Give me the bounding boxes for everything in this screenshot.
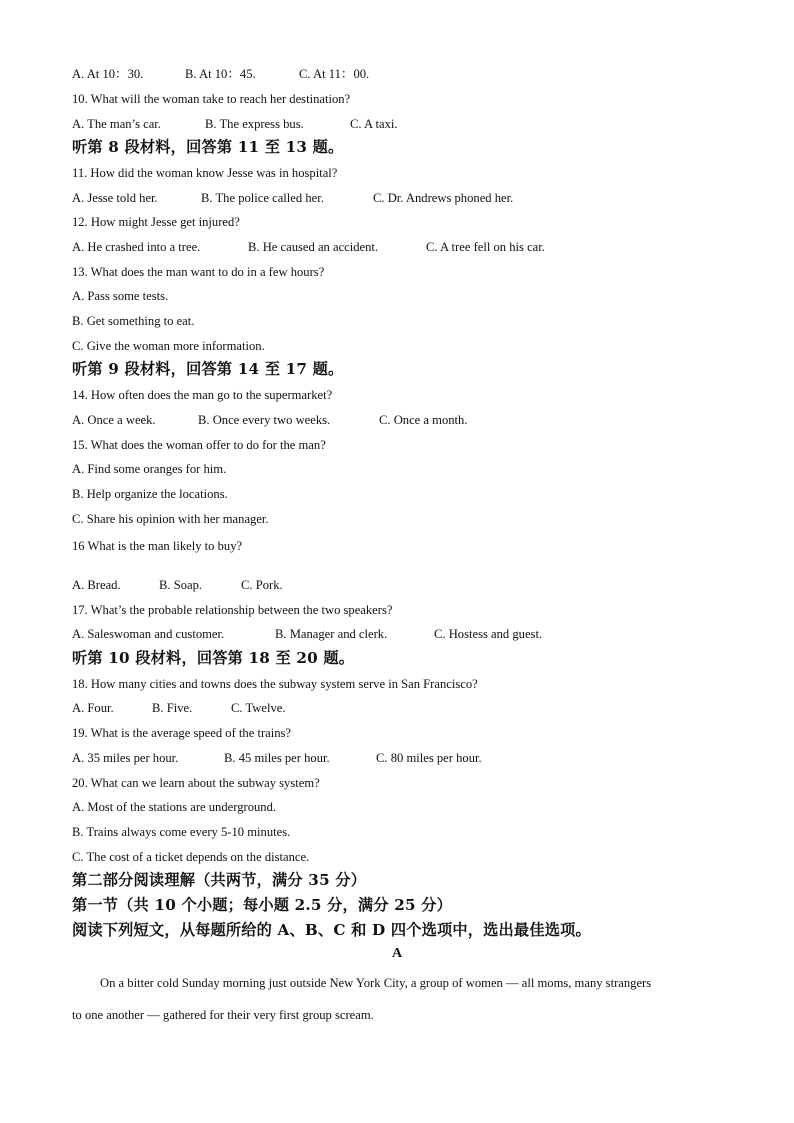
option-c: C. 80 miles per hour. [376,751,482,765]
option-a: A. Once a week. [72,413,156,427]
option-b: B. Five. [152,701,193,715]
passage-label: A [391,946,403,961]
option-b: B. 45 miles per hour. [224,751,330,765]
q20-option-b: B. Trains always come every 5-10 minutes. [72,825,291,839]
section-9-header: 听第 9 段材料，回答第 14 至 17 题。 [72,360,344,378]
question-17: 17. What’s the probable relationship between the two speakers? [72,603,393,617]
section-10-header: 听第 10 段材料，回答第 18 至 20 题。 [72,649,355,667]
q13-option-a: A. Pass some tests. [72,289,169,303]
option-c: C. A taxi. [350,117,398,131]
q13-option-b: B. Get something to eat. [72,314,195,328]
question-19: 19. What is the average speed of the trains? [72,726,292,740]
part-2-header: 第二部分阅读理解（共两节，满分 35 分） [72,871,367,889]
option-a: A. Four. [72,701,114,715]
option-c: C. Dr. Andrews phoned her. [373,191,514,205]
section-8-header: 听第 8 段材料，回答第 11 至 13 题。 [72,138,344,156]
section-1-header: 第一节（共 10 个小题；每小题 2.5 分，满分 25 分） [72,896,452,914]
passage-line-2: to one another — gathered for their very first group scream. [72,1008,374,1022]
q19-options [72,750,482,766]
option-b: B. Manager and clerk. [275,627,388,641]
question-10: 10. What will the woman take to reach her destination? [72,92,351,106]
q11-options [72,190,513,206]
option-a: A. 35 miles per hour. [72,751,179,765]
q17-options [72,626,542,642]
option-c: C. A tree fell on his car. [426,240,545,254]
q13-option-c: C. Give the woman more information. [72,339,265,353]
option-b: B. He caused an accident. [248,240,379,254]
option-c: C. Hostess and guest. [434,627,543,641]
option-c: C. Pork. [241,578,283,592]
option-c: C. At 11：00. [299,67,370,81]
question-16: 16 What is the man likely to buy? [72,539,243,553]
question-14: 14. How often does the man go to the supermarket? [72,388,333,402]
question-12: 12. How might Jesse get injured? [72,215,240,229]
instructions: 阅读下列短文，从每题所给的 A、B、C 和 D 四个选项中，选出最佳选项。 [72,921,591,939]
q15-option-a: A. Find some oranges for him. [72,462,227,476]
q12-options [72,239,545,255]
option-a: A. Jesse told her. [72,191,158,205]
option-a: A. The man’s car. [72,117,161,131]
q14-options [72,412,468,428]
q18-options [72,700,286,716]
option-a: A. He crashed into a tree. [72,240,201,254]
option-b: B. Soap. [159,578,203,592]
option-c: C. Once a month. [379,413,468,427]
q15-option-b: B. Help organize the locations. [72,487,228,501]
q16-options [72,577,283,593]
option-a: A. Bread. [72,578,121,592]
q15-option-c: C. Share his opinion with her manager. [72,512,269,526]
question-11: 11. How did the woman know Jesse was in hospital? [72,166,338,180]
option-c: C. Twelve. [231,701,286,715]
option-b: B. The police called her. [201,191,324,205]
question-20: 20. What can we learn about the subway system? [72,776,320,790]
option-b: B. Once every two weeks. [198,413,331,427]
option-b: B. The express bus. [205,117,304,131]
option-a: A. Saleswoman and customer. [72,627,225,641]
question-18: 18. How many cities and towns does the subway system serve in San Francisco? [72,677,478,691]
q10-options [72,116,398,132]
q20-option-a: A. Most of the stations are underground. [72,800,277,814]
option-b: B. At 10：45. [185,67,256,81]
option-a: A. At 10：30. [72,67,144,81]
question-13: 13. What does the man want to do in a few hours? [72,265,325,279]
question-15: 15. What does the woman offer to do for the man? [72,438,326,452]
passage-line-1: On a bitter cold Sunday morning just outside New York City, a group of women — all moms, many strangers [100,976,652,990]
q9-options [72,66,369,82]
q20-option-c: C. The cost of a ticket depends on the distance. [72,850,310,864]
